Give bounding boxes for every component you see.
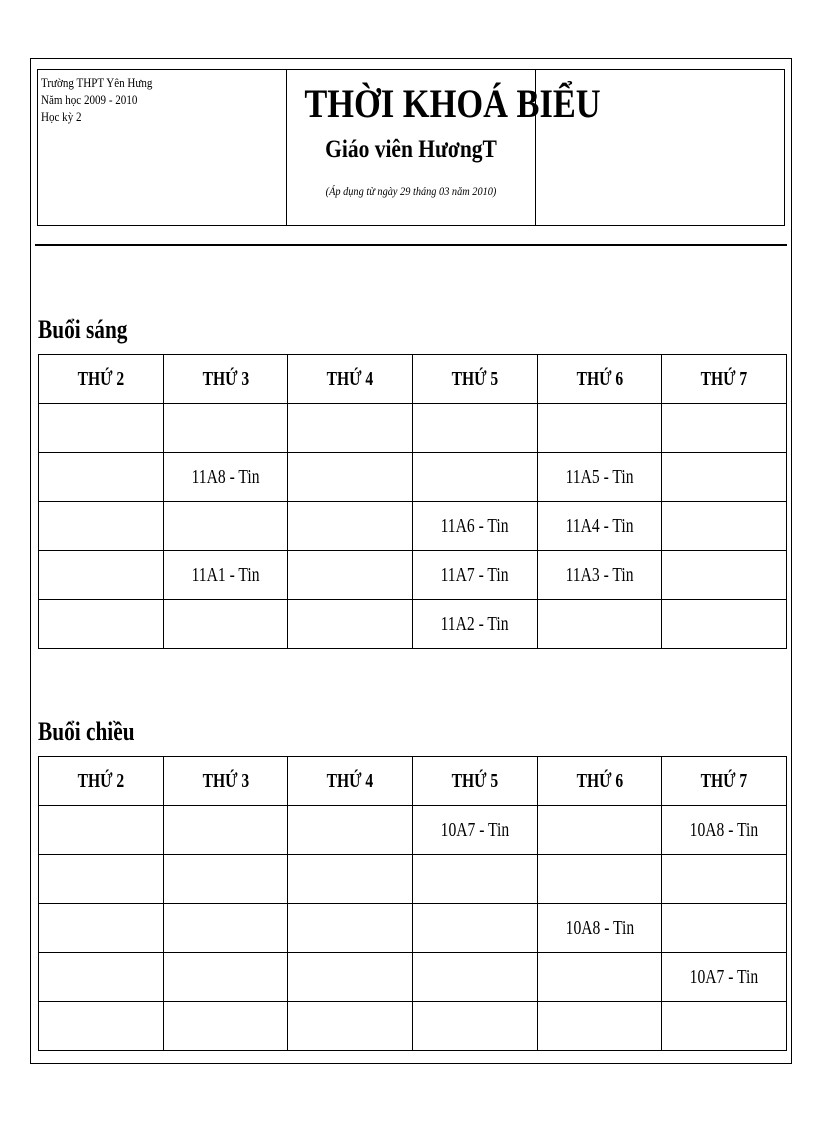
header-box	[37, 69, 785, 226]
table-cell	[412, 600, 537, 649]
table-cell	[288, 404, 413, 453]
table-row	[39, 600, 787, 649]
applied-date: (Áp dụng từ ngày 29 tháng 03 năm 2010)	[325, 184, 497, 198]
school-year: Năm học 2009 - 2010	[41, 92, 138, 107]
day-label: THỨ 5	[451, 367, 499, 390]
day-label: THỨ 2	[77, 367, 125, 390]
table-cell	[288, 502, 413, 551]
class-label: 11A2 - Tin	[440, 612, 509, 635]
table-cell	[412, 453, 537, 502]
table-cell	[662, 953, 787, 1002]
semester: Học kỳ 2	[41, 109, 82, 124]
table-cell	[288, 600, 413, 649]
class-label: 11A8 - Tin	[191, 465, 260, 488]
day-label: THỨ 2	[77, 769, 125, 792]
table-cell	[163, 453, 288, 502]
table-cell	[39, 502, 164, 551]
table-row	[39, 1002, 787, 1051]
afternoon-day-header	[412, 757, 537, 806]
table-cell	[163, 806, 288, 855]
morning-day-header	[412, 355, 537, 404]
table-cell	[537, 551, 662, 600]
class-label: 10A8 - Tin	[689, 818, 759, 841]
table-cell	[39, 1002, 164, 1051]
afternoon-day-header	[288, 757, 413, 806]
class-label: 10A8 - Tin	[565, 916, 634, 939]
morning-timetable	[38, 354, 787, 649]
day-label: THỨ 4	[326, 769, 374, 792]
table-cell	[537, 855, 662, 904]
table-cell	[662, 404, 787, 453]
teacher-name: Giáo viên HươngT	[325, 136, 497, 163]
table-cell	[537, 1002, 662, 1051]
table-cell	[662, 551, 787, 600]
table-cell	[412, 551, 537, 600]
table-cell	[662, 600, 787, 649]
table-cell	[537, 453, 662, 502]
table-row	[39, 453, 787, 502]
table-row	[39, 904, 787, 953]
table-cell	[537, 904, 662, 953]
table-row	[39, 404, 787, 453]
afternoon-section-title: Buổi chiều	[38, 717, 135, 746]
afternoon-day-header	[39, 757, 164, 806]
class-label: 10A7 - Tin	[689, 965, 759, 988]
table-cell	[163, 404, 288, 453]
morning-day-header	[163, 355, 288, 404]
afternoon-timetable	[38, 756, 787, 1051]
day-label: THỨ 5	[451, 769, 499, 792]
table-row	[39, 855, 787, 904]
table-cell	[288, 904, 413, 953]
morning-day-header	[39, 355, 164, 404]
table-row	[39, 551, 787, 600]
afternoon-day-header	[537, 757, 662, 806]
table-cell	[163, 953, 288, 1002]
day-label: THỨ 6	[576, 769, 623, 792]
table-cell	[163, 502, 288, 551]
table-cell	[662, 855, 787, 904]
table-row	[39, 953, 787, 1002]
table-cell	[662, 806, 787, 855]
table-cell	[537, 600, 662, 649]
class-label: 10A7 - Tin	[440, 818, 510, 841]
table-cell	[288, 551, 413, 600]
morning-header-row	[39, 355, 787, 404]
timetable-sheet	[30, 58, 792, 1064]
day-label: THỨ 3	[202, 769, 249, 792]
class-label: 11A4 - Tin	[565, 514, 634, 537]
table-row	[39, 502, 787, 551]
class-label: 11A5 - Tin	[565, 465, 634, 488]
table-cell	[163, 855, 288, 904]
table-cell	[537, 502, 662, 551]
table-cell	[537, 953, 662, 1002]
table-cell	[39, 953, 164, 1002]
table-cell	[412, 855, 537, 904]
table-cell	[537, 404, 662, 453]
table-cell	[39, 600, 164, 649]
day-label: THỨ 7	[700, 769, 748, 792]
table-cell	[662, 502, 787, 551]
class-label: 11A6 - Tin	[440, 514, 509, 537]
table-cell	[537, 806, 662, 855]
table-cell	[412, 806, 537, 855]
table-cell	[39, 904, 164, 953]
morning-day-header	[662, 355, 787, 404]
table-cell	[412, 502, 537, 551]
class-label: 11A3 - Tin	[565, 563, 634, 586]
divider	[35, 244, 787, 246]
table-cell	[39, 453, 164, 502]
table-cell	[662, 1002, 787, 1051]
table-cell	[163, 904, 288, 953]
page-title: THỜI KHOÁ BIỂU	[304, 81, 601, 126]
day-label: THỨ 3	[202, 367, 249, 390]
table-cell	[288, 806, 413, 855]
table-cell	[39, 551, 164, 600]
table-cell	[412, 1002, 537, 1051]
table-cell	[39, 855, 164, 904]
day-label: THỨ 7	[700, 367, 748, 390]
morning-section-title: Buổi sáng	[38, 315, 128, 344]
morning-body	[39, 404, 787, 649]
table-cell	[412, 953, 537, 1002]
table-cell	[288, 855, 413, 904]
table-cell	[288, 953, 413, 1002]
table-cell	[412, 404, 537, 453]
table-cell	[288, 453, 413, 502]
table-cell	[412, 904, 537, 953]
table-cell	[288, 1002, 413, 1051]
class-label: 11A1 - Tin	[191, 563, 260, 586]
school-info	[38, 70, 287, 225]
school-name: Trường THPT Yên Hưng	[41, 75, 153, 90]
afternoon-body	[39, 806, 787, 1051]
table-cell	[163, 551, 288, 600]
day-label: THỨ 4	[326, 367, 374, 390]
afternoon-day-header	[163, 757, 288, 806]
table-cell	[662, 453, 787, 502]
afternoon-header-row	[39, 757, 787, 806]
afternoon-day-header	[662, 757, 787, 806]
table-row	[39, 806, 787, 855]
title-block	[287, 70, 601, 225]
table-cell	[662, 904, 787, 953]
day-label: THỨ 6	[576, 367, 623, 390]
table-cell	[39, 404, 164, 453]
morning-day-header	[537, 355, 662, 404]
class-label: 11A7 - Tin	[440, 563, 509, 586]
table-cell	[163, 600, 288, 649]
table-cell	[163, 1002, 288, 1051]
table-cell	[39, 806, 164, 855]
morning-day-header	[288, 355, 413, 404]
